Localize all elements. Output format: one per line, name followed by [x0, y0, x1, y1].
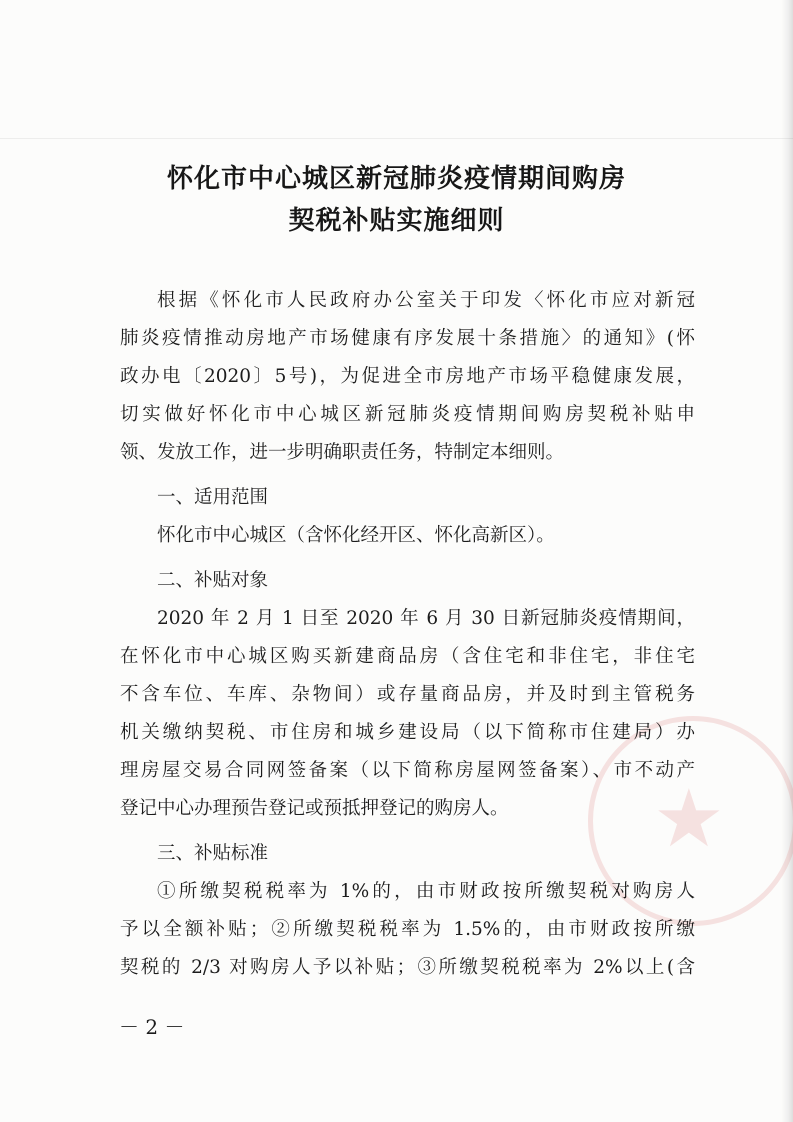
- recipients-line-6: 登记中心办理预告登记或预抵押登记的购房人。: [120, 798, 509, 819]
- intro-line-1: 根据《怀化市人民政府办公室关于印发〈怀化市应对新冠: [157, 290, 695, 311]
- seal-star-icon: ★: [653, 772, 725, 865]
- recipients-line-3: 不含车位、车库、杂物间）或存量商品房，并及时到主管税务: [120, 684, 695, 705]
- section-heading-standards: 三、补贴标准: [157, 843, 269, 864]
- intro-line-3: 政办电〔2020〕5号)，为促进全市房地产市场平稳健康发展，: [120, 366, 695, 387]
- scope-text: 怀化市中心城区（含怀化经开区、怀化高新区）。: [157, 525, 555, 546]
- document-title-line-1: 怀化市中心城区新冠肺炎疫情期间购房: [166, 164, 626, 194]
- standards-line-2: 予以全额补贴；②所缴契税税率为 1.5%的，由市财政按所缴: [120, 919, 695, 940]
- section-heading-recipients: 二、补贴对象: [157, 570, 269, 591]
- recipients-line-1: 2020 年 2 月 1 日至 2020 年 6 月 30 日新冠肺炎疫情期间，: [157, 608, 695, 629]
- section-heading-scope: 一、适用范围: [157, 487, 269, 508]
- standards-line-1: ①所缴契税税率为 1%的，由市财政按所缴契税对购房人: [157, 881, 695, 902]
- intro-line-2: 肺炎疫情推动房地产市场健康有序发展十条措施〉的通知》(怀: [120, 328, 695, 349]
- recipients-line-2: 在怀化市中心城区购买新建商品房（含住宅和非住宅，非住宅: [120, 646, 695, 667]
- page-number: － 2 －: [119, 1015, 185, 1039]
- document-title-line-2: 契税补贴实施细则: [288, 206, 505, 236]
- intro-line-5: 领、发放工作，进一步明确职责任务，特制定本细则。: [120, 442, 565, 463]
- recipients-line-5: 理房屋交易合同网签备案（以下简称房屋网签备案）、市不动产: [120, 760, 695, 781]
- scan-artifact-line: [0, 138, 793, 139]
- standards-line-3: 契税的 2/3 对购房人予以补贴；③所缴契税税率为 2%以上(含: [120, 957, 695, 978]
- recipients-line-4: 机关缴纳契税、市住房和城乡建设局（以下简称市住建局）办: [120, 722, 695, 743]
- intro-line-4: 切实做好怀化市中心城区新冠肺炎疫情期间购房契税补贴申: [120, 404, 695, 425]
